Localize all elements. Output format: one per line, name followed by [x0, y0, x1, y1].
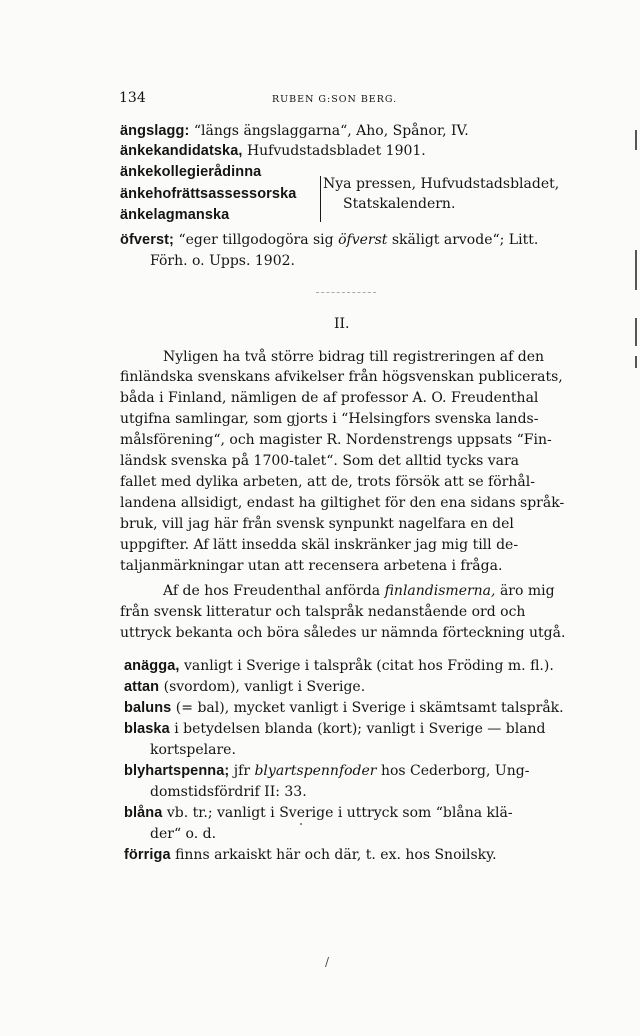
edge-mark	[635, 250, 637, 290]
brace-text-line1: Nya pressen, Hufvudstadsbladet,	[323, 176, 560, 192]
edge-mark	[635, 356, 637, 368]
entry-angslagg: ängslagg: “längs ängslaggarna“, Aho, Spånor, IV.	[120, 123, 469, 139]
entry-blana-cont: der“ o. d.	[150, 826, 217, 842]
footer-mark: /	[325, 955, 330, 969]
section-divider	[316, 292, 376, 293]
entry-ofverst: öfverst; “eger tillgodogöra sig öfverst skäligt arvode“; Litt.	[120, 232, 539, 248]
edge-mark	[635, 130, 637, 150]
para2-line2: från svensk litteratur och talspråk nedanstående ord och	[120, 604, 526, 620]
entry-ankekollegieradinna: änkekollegierådinna	[120, 164, 262, 180]
para1-line: taljanmärkningar utan att recensera arbetena i fråga.	[120, 558, 503, 574]
entry-blyhartspenna-cont: domstidsfördrif II: 33.	[150, 784, 307, 800]
para1-line: fallet med dylika arbeten, att de, trots försök att se förhål-	[120, 474, 535, 490]
entry-ankehofrattsassessorska: änkehofrättsassessorska	[120, 186, 297, 202]
para1-line: utgifna samlingar, som gjorts i “Helsingfors svenska lands-	[120, 411, 539, 427]
edge-mark	[635, 318, 637, 346]
para1-line: uppgifter. Af lätt insedda skäl inskränker jag mig till de-	[120, 537, 519, 553]
para1-line: ländsk svenska på 1700-talet“. Som det alltid tycks vara	[120, 453, 519, 469]
entry-blana: blåna vb. tr.; vanligt i Sverige i uttryck som “blåna klä-	[124, 805, 513, 821]
entry-ankekandidatska: änkekandidatska, Hufvudstadsbladet 1901.	[120, 143, 426, 159]
para2-line3: uttryck bekanta och böra således ur nämnda förteckning utgå.	[120, 625, 566, 641]
para2-line1: Af de hos Freudenthal anförda finlandismerna, äro mig	[163, 583, 555, 599]
para1-line: bruk, vill jag här från svensk synpunkt nagelfara en del	[120, 516, 514, 532]
grouping-brace	[314, 176, 321, 222]
section-numeral: II.	[334, 316, 350, 332]
running-title: RUBEN G:SON BERG.	[272, 94, 398, 105]
para1-line: båda i Finland, nämligen de af professor A. O. Freudenthal	[120, 390, 539, 406]
entry-anagga: anägga, vanligt i Sverige i talspråk (citat hos Fröding m. fl.).	[124, 658, 554, 674]
ink-speck	[300, 823, 302, 825]
entry-ofverst-cont: Förh. o. Upps. 1902.	[150, 253, 295, 269]
entry-forriga: förriga finns arkaiskt här och där, t. ex. hos Snoilsky.	[124, 847, 497, 863]
para1-line: finländska svenskans afvikelser från högsvenskan publicerats,	[120, 369, 563, 385]
para1-line: landena allsidigt, endast ha giltighet för den ena sidans språk-	[120, 495, 565, 511]
entry-attan: attan (svordom), vanligt i Sverige.	[124, 679, 366, 695]
entry-blaska: blaska i betydelsen blanda (kort); vanligt i Sverige — bland	[124, 721, 546, 737]
entry-ankelagmanska: änkelagmanska	[120, 207, 230, 223]
para1-line: målsförening“, och magister R. Nordenstrengs uppsats “Fin-	[120, 432, 552, 448]
brace-text-line2: Statskalendern.	[343, 196, 456, 212]
para1-line: Nyligen ha två större bidrag till registreringen af den	[163, 349, 545, 365]
entry-baluns: baluns (= bal), mycket vanligt i Sverige i skämtsamt talspråk.	[124, 700, 564, 716]
entry-blaska-cont: kortspelare.	[150, 742, 236, 758]
entry-blyhartspenna: blyhartspenna; jfr blyartspennfoder hos Cederborg, Ung-	[124, 763, 530, 779]
page-number: 134	[119, 90, 146, 106]
